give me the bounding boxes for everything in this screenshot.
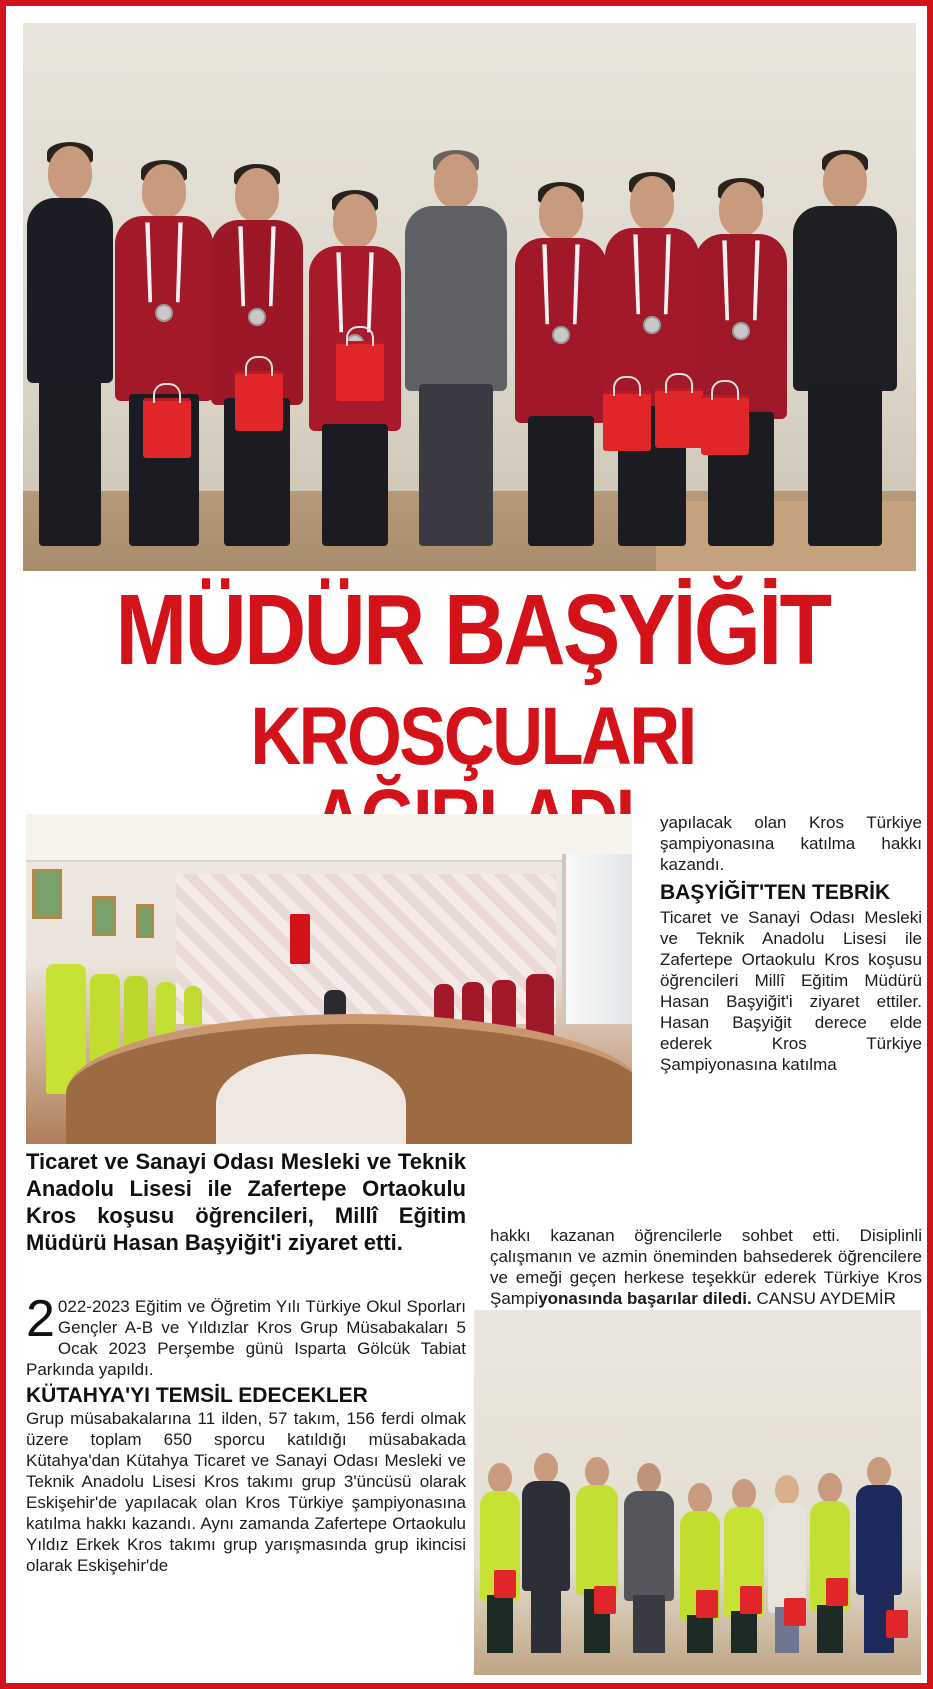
gift-bag bbox=[594, 1586, 616, 1614]
left-column-body bbox=[26, 1290, 466, 1576]
photo-student bbox=[576, 1457, 618, 1653]
headline-line-1: MÜDÜR BAŞYİĞİT bbox=[115, 574, 830, 686]
photo-student-4 bbox=[515, 186, 607, 546]
photo-teacher bbox=[768, 1475, 806, 1653]
gift-bag bbox=[336, 341, 384, 401]
photo-student-1 bbox=[115, 164, 213, 546]
gift-bag bbox=[784, 1598, 806, 1626]
intro-text: 022-2023 Eğitim ve Öğretim Yılı Türkiye Okul Sporları Gençler A-B ve Yıldızlar Kros Grup Müsabakaları 5 Ocak 2023 Perşembe günü Isparta Gölcük Tabiat Parkında yapıldı. bbox=[26, 1297, 466, 1379]
gift-bag bbox=[235, 371, 283, 431]
top-group-photo bbox=[23, 23, 916, 571]
tail-bold-text: yonasında başarılar diledi. bbox=[538, 1289, 752, 1308]
wide-tail-paragraph bbox=[490, 1225, 922, 1309]
right-column-body bbox=[660, 812, 922, 1075]
photo-coach bbox=[793, 154, 897, 546]
continuation-text: yapılacak olan Kros Türkiye şampiyonasına katılma hakkı kazandı. bbox=[660, 813, 922, 874]
photo-student bbox=[724, 1479, 764, 1653]
photo-director bbox=[405, 154, 507, 546]
gift-bag bbox=[494, 1570, 516, 1598]
gift-bag bbox=[696, 1590, 718, 1618]
tail-text: hakkı kazanan öğrencilerle sohbet etti. Disiplinli çalışmanın ve azmin öneminden bahsederek öğrencilere ve emeği geçen herkese teşekkür ederek Türkiye Kros Şampi bbox=[490, 1226, 922, 1308]
photo-director bbox=[624, 1463, 674, 1653]
gift-bag bbox=[826, 1578, 848, 1606]
bottom-group-photo bbox=[474, 1310, 921, 1675]
intro-paragraph bbox=[26, 1290, 466, 1380]
meeting-room-photo bbox=[26, 814, 632, 1144]
drop-cap: 2 bbox=[26, 1290, 55, 1348]
gift-bag bbox=[701, 395, 749, 455]
section-kutahya-text: Grup müsabakalarına 11 ilden, 57 takım, 156 ferdi olmak üzere toplam 650 sporcu katıldığı müsabakada Kütahya'dan Kütahya Ticaret ve Sanayi Odası Mesleki ve Teknik Anadolu Lisesi Kros takımı grup 3'üncüsü olarak Eskişehir'de yapılacak olan Kros Türkiye şampiyonasına katılma hakkı kazandı. Aynı zamanda Zafertepe Ortaokulu Yıldız Erkek Kros takımı grup yarışmasında grup ikincisi olarak Eskişehir'de bbox=[26, 1409, 466, 1575]
byline: CANSU AYDEMİR bbox=[751, 1289, 896, 1308]
section-heading-tebrik: BAŞYİĞİT'TEN TEBRİK bbox=[660, 881, 891, 904]
photo-student bbox=[810, 1473, 850, 1653]
photo-student bbox=[680, 1483, 720, 1653]
photo-teacher bbox=[522, 1453, 570, 1653]
gift-bag bbox=[603, 391, 651, 451]
photo-student-6 bbox=[695, 182, 787, 546]
photo-student-5 bbox=[605, 176, 699, 546]
photo-student bbox=[480, 1463, 520, 1653]
headline-line-2: KROSÇULARI bbox=[250, 691, 695, 782]
gift-bag bbox=[886, 1610, 908, 1638]
article-lead: Ticaret ve Sanayi Odası Mesleki ve Teknik Anadolu Lisesi ile Zafertepe Ortaokulu Kros koşusu öğrencileri, Millî Eğitim Müdürü Hasan Başyiğit'i ziyaret etti. bbox=[26, 1149, 466, 1255]
photo-person-suit-left bbox=[27, 146, 113, 546]
gift-bag bbox=[740, 1586, 762, 1614]
gift-bag bbox=[143, 398, 191, 458]
section-heading-kutahya: KÜTAHYA'YI TEMSİL EDECEKLER bbox=[26, 1384, 368, 1407]
gift-bag bbox=[655, 388, 703, 448]
tebrik-text: Ticaret ve Sanayi Odası Mesleki ve Teknik Anadolu Lisesi ile Zafertepe Ortaokulu Kros koşusu öğrencileri Millî Eğitim Müdürü Hasan Başyiğit'i ziyaret ettiler. Hasan Başyiğit derece elde ederek Kros Türkiye Şampiyonasına katılma bbox=[660, 908, 922, 1074]
